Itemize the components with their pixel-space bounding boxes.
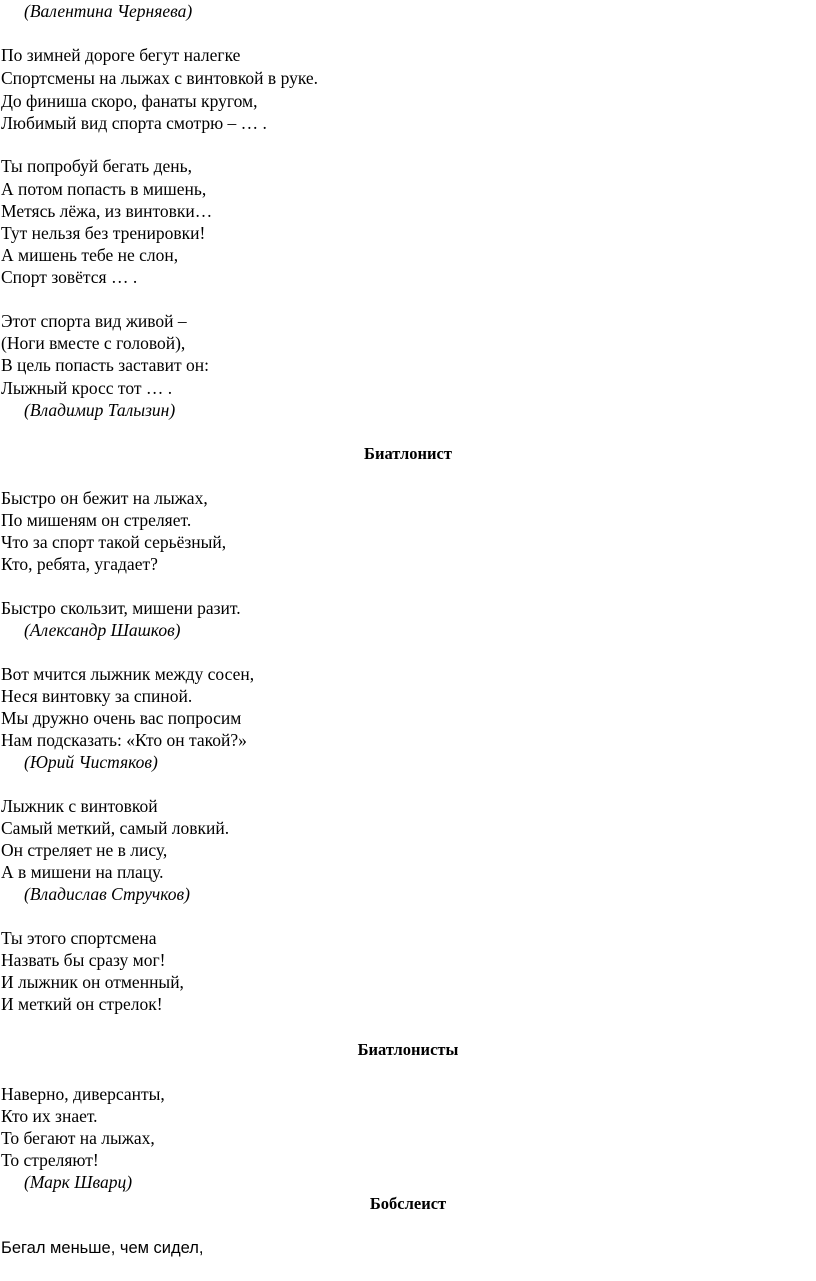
author-credit: (Владислав Стручков) bbox=[24, 884, 190, 904]
verse-line: И меткий он стрелок! bbox=[1, 994, 163, 1014]
verse-line: По мишеням он стреляет. bbox=[1, 510, 192, 530]
verse-line: Тут нельзя без тренировки! bbox=[1, 223, 206, 243]
verse-line: Лыжник с винтовкой bbox=[1, 796, 158, 816]
verse-line: То стреляют! bbox=[1, 1150, 99, 1170]
verse-line: (Ноги вместе с головой), bbox=[1, 333, 186, 353]
verse-line: Спортсмены на лыжах с винтовкой в руке. bbox=[1, 68, 319, 88]
verse-line: Кто их знает. bbox=[1, 1106, 98, 1126]
verse-line: Вот мчится лыжник между сосен, bbox=[1, 664, 255, 684]
author-credit: (Владимир Талызин) bbox=[24, 400, 176, 420]
verse-line: Кто, ребята, угадает? bbox=[1, 554, 158, 574]
verse-line: Неся винтовку за спиной. bbox=[1, 686, 193, 706]
verse-line: И лыжник он отменный, bbox=[1, 972, 184, 992]
verse-line: А потом попасть в мишень, bbox=[1, 179, 207, 199]
verse-line: Любимый вид спорта смотрю – … . bbox=[1, 113, 267, 133]
verse-line: Самый меткий, самый ловкий. bbox=[1, 818, 230, 838]
verse-line: Что за спорт такой серьёзный, bbox=[1, 532, 227, 552]
section-heading: Биатлонист bbox=[364, 444, 452, 463]
author-credit: (Юрий Чистяков) bbox=[24, 752, 158, 772]
verse-line: Наверно, диверсанты, bbox=[1, 1084, 165, 1104]
author-credit: (Валентина Черняева) bbox=[24, 1, 193, 21]
section-heading: Биатлонисты bbox=[357, 1040, 459, 1059]
verse-line: Спорт зовётся … . bbox=[1, 267, 138, 287]
author-credit: (Марк Шварц) bbox=[24, 1172, 133, 1192]
verse-line: Мы дружно очень вас попросим bbox=[1, 708, 242, 728]
verse-line: Лыжный кросс тот … . bbox=[1, 378, 173, 398]
verse-line: До финиша скоро, фанаты кругом, bbox=[1, 91, 258, 111]
verse-line: То бегают на лыжах, bbox=[1, 1128, 155, 1148]
verse-line: Он стреляет не в лису, bbox=[1, 840, 168, 860]
verse-line: В цель попасть заставит он: bbox=[1, 355, 209, 375]
verse-line: Ты этого спортсмена bbox=[1, 928, 157, 948]
verse-line: Этот спорта вид живой – bbox=[1, 311, 187, 331]
verse-line: Быстро скользит, мишени разит. bbox=[1, 598, 241, 618]
verse-line: По зимней дороге бегут налегке bbox=[1, 45, 241, 65]
verse-line: Быстро он бежит на лыжах, bbox=[1, 488, 208, 508]
verse-line: Метясь лёжа, из винтовки… bbox=[1, 201, 213, 221]
verse-line: Нам подсказать: «Кто он такой?» bbox=[1, 730, 247, 750]
verse-line: А в мишени на плацу. bbox=[1, 862, 164, 882]
section-heading: Бобслеист bbox=[369, 1194, 447, 1213]
author-credit: (Александр Шашков) bbox=[24, 620, 181, 640]
verse-line: Ты попробуй бегать день, bbox=[1, 156, 192, 176]
verse-line: Бегал меньше, чем сидел, bbox=[1, 1239, 204, 1257]
verse-line: А мишень тебе не слон, bbox=[1, 245, 179, 265]
verse-line: Назвать бы сразу мог! bbox=[1, 950, 166, 970]
